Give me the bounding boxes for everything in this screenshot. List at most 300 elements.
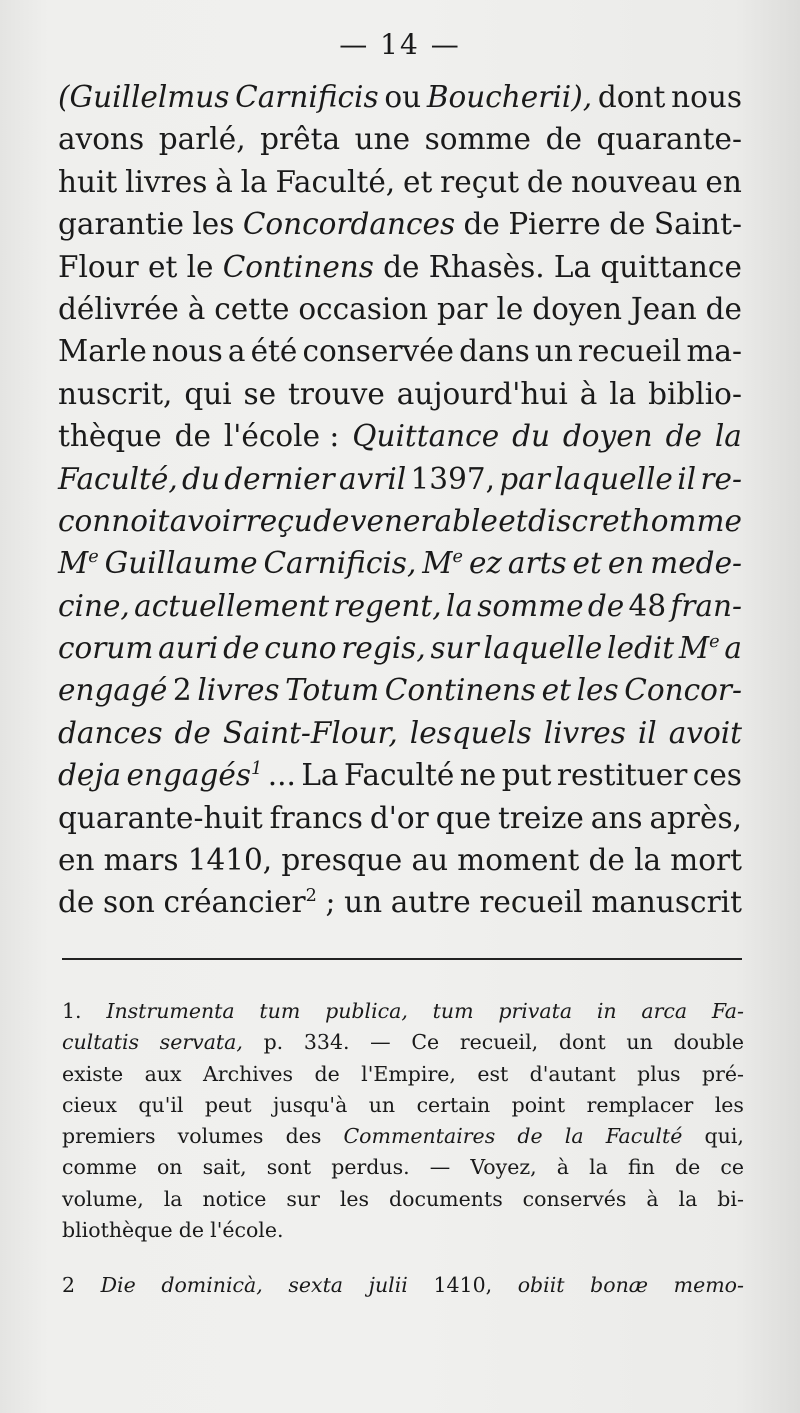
word-text: du [512, 419, 550, 454]
word-text: est [477, 1061, 509, 1086]
word [288, 1270, 343, 1301]
word [600, 246, 742, 288]
word [182, 458, 220, 500]
word-text: dances [58, 715, 163, 750]
word [159, 118, 246, 160]
word-text: auri [158, 631, 219, 666]
word-text: regis, [341, 631, 426, 666]
word [173, 669, 192, 711]
word [546, 118, 582, 160]
word-text: la [609, 376, 637, 411]
word [686, 330, 742, 372]
word-text: que [435, 800, 492, 835]
word [260, 118, 340, 160]
superscript: 2 [305, 886, 317, 907]
word-text: doyen [532, 291, 622, 326]
word-text: ans [590, 800, 643, 835]
word [215, 161, 233, 203]
word-text: de [223, 631, 260, 666]
word-text: actuellement [134, 588, 330, 623]
word [161, 1270, 262, 1301]
word-text: huit [58, 164, 118, 199]
word-text: de [58, 885, 95, 920]
word [706, 288, 742, 330]
word [58, 500, 169, 542]
word [484, 627, 603, 669]
word-text: mort [670, 843, 742, 878]
word-text: cine, [58, 588, 130, 623]
word-text: ledit [607, 631, 675, 666]
text-line [58, 712, 742, 754]
word-text: — [370, 1030, 391, 1055]
word [344, 881, 382, 923]
word [58, 669, 167, 711]
word-text: 1410, [187, 843, 273, 878]
word [589, 1152, 608, 1183]
word-text: la [634, 843, 662, 878]
word [417, 1090, 491, 1121]
word-text: documents [389, 1186, 503, 1211]
word [720, 1152, 744, 1183]
word-text: 334. [303, 1030, 350, 1055]
word [62, 996, 82, 1027]
word [361, 1059, 456, 1090]
word-text: Faculté [605, 1124, 683, 1149]
word [565, 1121, 584, 1152]
word [715, 415, 742, 457]
word [175, 712, 211, 754]
word-text: un [534, 334, 573, 369]
word-text: arca [641, 999, 688, 1023]
word [179, 1215, 204, 1246]
word-text: le [496, 291, 524, 326]
word-text: engagé [58, 673, 168, 708]
text-line [58, 458, 742, 500]
word-text: avoit [668, 715, 742, 750]
word [62, 1090, 117, 1121]
word-text: Die [100, 1273, 136, 1298]
word [427, 76, 592, 118]
word-text: Carnificis [235, 80, 379, 114]
word [670, 585, 742, 627]
word-text: mars [103, 843, 179, 878]
word-text: dominicà, [161, 1273, 263, 1298]
text-line [58, 627, 742, 669]
word-text: a [724, 631, 742, 666]
word [58, 754, 121, 796]
word [596, 118, 741, 160]
word-text: de [705, 291, 742, 326]
word [58, 458, 178, 500]
text-line [58, 585, 742, 627]
word [184, 373, 231, 415]
word-text: reçu [245, 503, 313, 538]
word-text: M [58, 546, 89, 581]
word [554, 246, 591, 288]
word [559, 1027, 606, 1058]
word-text: de [526, 164, 564, 199]
word-text: Fa- [711, 999, 744, 1023]
word-text: in [596, 999, 617, 1023]
word-text: pré- [701, 1061, 744, 1086]
word [410, 712, 532, 754]
word [700, 458, 742, 500]
word-text: l'école : [223, 419, 340, 454]
word-text: nuscrit, [58, 376, 173, 411]
footnote-line [62, 1184, 744, 1215]
word [646, 1184, 658, 1215]
word [411, 839, 448, 881]
word-text: venerable [349, 503, 498, 538]
word-text: prêta [260, 122, 341, 157]
word-text: la [714, 419, 742, 454]
word [712, 996, 744, 1027]
word [498, 797, 584, 839]
word-text: bonæ [590, 1273, 649, 1298]
word [512, 415, 550, 457]
word [62, 1027, 139, 1058]
text-line [58, 330, 742, 372]
word [331, 1152, 409, 1183]
word-text: livres [197, 673, 280, 708]
word-text: premiers [62, 1124, 156, 1149]
word-text: homme [631, 503, 742, 538]
word-text: La [301, 758, 339, 793]
word-text: obiit [517, 1273, 565, 1298]
word-text: et [148, 249, 178, 284]
word-text: et [498, 503, 528, 538]
word-text: moment [457, 843, 580, 878]
word-text: Faculté [343, 758, 455, 793]
word-text: occasion [298, 291, 429, 326]
word-text: ... [267, 758, 296, 793]
word-text: volume, [62, 1186, 144, 1211]
word [715, 1090, 744, 1121]
word [58, 542, 99, 584]
superscript: e [709, 632, 720, 653]
word-text: treize [497, 800, 584, 835]
word [369, 1090, 395, 1121]
text-line [58, 161, 742, 203]
footnote [62, 996, 744, 1246]
word-text: par [499, 461, 550, 496]
footnote-line [62, 1027, 744, 1058]
footnote-line [62, 1121, 744, 1152]
word [411, 1027, 439, 1058]
word [591, 881, 742, 923]
word-text: parlé, [158, 122, 246, 157]
word [340, 1184, 369, 1215]
word-text: Faculté, [58, 461, 178, 496]
word [251, 330, 298, 372]
word-text: le [186, 249, 214, 284]
word-text: regent, [333, 588, 442, 623]
word [187, 246, 214, 288]
word-text: deja [58, 758, 122, 793]
text-line [58, 500, 742, 542]
word-text: julii [368, 1273, 408, 1298]
word-text: servata, [159, 1030, 243, 1055]
word-text: Saint- [653, 207, 742, 242]
word-text: connoit [58, 503, 170, 538]
word [477, 1059, 508, 1090]
word-text: existe [62, 1061, 124, 1086]
word-text: fin [627, 1155, 655, 1180]
word [148, 246, 177, 288]
word-text: recueil [577, 334, 682, 369]
word-text: corum [58, 631, 154, 666]
word [433, 996, 474, 1027]
word [106, 996, 234, 1027]
word-text: laquelle [483, 631, 603, 666]
superscript: e [88, 547, 99, 568]
word [502, 754, 552, 796]
word [352, 415, 499, 457]
word-text: créancier [163, 885, 306, 920]
word-text: d'or [369, 800, 429, 835]
word [270, 797, 363, 839]
word [188, 288, 206, 330]
word-text: memo- [673, 1273, 744, 1298]
word-text: l'Empire, [361, 1061, 456, 1086]
word [532, 288, 622, 330]
word [62, 1152, 137, 1183]
word [301, 754, 338, 796]
word [675, 1152, 700, 1183]
word [512, 1090, 565, 1121]
word-text: cieux [62, 1092, 117, 1117]
word [145, 1059, 182, 1090]
footnote-gap [62, 1246, 744, 1270]
word-text: conservés [522, 1186, 627, 1211]
word-text: de [174, 715, 211, 750]
text-line [58, 542, 742, 584]
word-text: sait, [202, 1155, 247, 1180]
word [609, 203, 645, 245]
word-text: de [609, 207, 646, 242]
word [649, 797, 742, 839]
word [597, 996, 617, 1027]
word [160, 1027, 243, 1058]
word [273, 1090, 347, 1121]
word-text: dont [558, 1030, 606, 1055]
word [58, 373, 172, 415]
word-text: un [626, 1030, 653, 1055]
word [648, 373, 742, 415]
word [517, 1121, 542, 1152]
word-text: nouveau [571, 164, 698, 199]
word [557, 754, 687, 796]
word [58, 161, 117, 203]
word [637, 1059, 680, 1090]
word-text: en [607, 546, 645, 581]
word [259, 996, 300, 1027]
word-text: plus [637, 1061, 681, 1086]
word-text: délivrée [58, 291, 179, 326]
text-line [58, 118, 742, 160]
word [298, 288, 428, 330]
word [275, 161, 395, 203]
word [214, 288, 289, 330]
word [58, 246, 139, 288]
word-text: livres [543, 715, 626, 750]
word-text: dernier [224, 461, 335, 496]
word [527, 161, 563, 203]
word [304, 1027, 350, 1058]
word-text: ; [325, 885, 336, 920]
word [58, 118, 144, 160]
word [629, 585, 667, 627]
word-text: les [192, 207, 235, 242]
word-text: qui, [704, 1124, 744, 1149]
word [164, 1184, 183, 1215]
word-text: perdus. [331, 1155, 410, 1180]
word [677, 458, 696, 500]
word [344, 754, 454, 796]
text-line [58, 839, 742, 881]
word-text: par [436, 291, 488, 326]
superscript: 1 [250, 759, 263, 780]
word-text: après, [649, 800, 742, 835]
word-text: la [678, 1186, 698, 1211]
word-text: restituer [556, 758, 688, 793]
word-text: aux [144, 1061, 182, 1086]
word-text: cultatis [62, 1030, 140, 1055]
word-text: de [674, 1155, 701, 1180]
word [344, 1121, 496, 1152]
word [325, 996, 408, 1027]
word-text: de [178, 1218, 205, 1243]
word-text: la [445, 588, 473, 623]
word-text: les [714, 1092, 744, 1117]
word-text: bliothèque [62, 1218, 173, 1243]
word-text: p. [263, 1030, 284, 1055]
word [138, 1090, 183, 1121]
word [498, 996, 572, 1027]
word-text: quittance [600, 249, 742, 284]
word [339, 458, 406, 500]
word [58, 288, 179, 330]
word [554, 458, 673, 500]
word-text: de [517, 1124, 543, 1149]
word-text: il [637, 715, 657, 750]
word [235, 76, 378, 118]
word-text: Concordances [242, 207, 456, 242]
word [58, 415, 162, 457]
word [673, 1027, 743, 1058]
word [62, 1215, 173, 1246]
word-text: à [215, 164, 233, 199]
word-text: somme [477, 588, 584, 623]
word [457, 839, 579, 881]
word [607, 627, 674, 669]
word [496, 288, 523, 330]
body-text [58, 76, 742, 924]
word-text: aujourd'hui [396, 376, 568, 411]
word [530, 1059, 616, 1090]
word-text: Concor- [624, 673, 742, 708]
word [314, 1059, 339, 1090]
word-text: arts [507, 546, 567, 581]
word [170, 500, 246, 542]
text-line [58, 669, 742, 711]
word-text: la [163, 1186, 183, 1211]
word-text: les [576, 673, 619, 708]
word-text: à [187, 291, 206, 326]
word-text: d'autant [529, 1061, 616, 1086]
word [430, 1152, 451, 1183]
word-text: cette [214, 291, 290, 326]
word-text: de [174, 419, 211, 454]
word-text: sexta [288, 1273, 344, 1298]
word [62, 1121, 156, 1152]
word [666, 415, 702, 457]
word [326, 881, 336, 923]
word-text: laquelle [554, 461, 673, 496]
word [429, 246, 545, 288]
word-text: Archives [202, 1061, 294, 1086]
word [243, 203, 455, 245]
word [286, 1184, 320, 1215]
word [163, 881, 316, 923]
word-text: ce [720, 1155, 744, 1180]
word [624, 669, 742, 711]
word-text: jusqu'à [273, 1092, 348, 1117]
word [544, 712, 626, 754]
word [175, 415, 211, 457]
word [285, 669, 379, 711]
word [58, 881, 94, 923]
word [58, 76, 229, 118]
word-text: double [673, 1030, 744, 1055]
word [58, 627, 153, 669]
word [634, 839, 661, 881]
word-text: de [545, 122, 582, 157]
word [188, 839, 272, 881]
word-text: de [587, 588, 625, 623]
word [608, 542, 644, 584]
word [281, 839, 402, 881]
word [268, 754, 296, 796]
word-text: 2 [62, 1273, 76, 1298]
word [499, 458, 550, 500]
word [223, 246, 374, 288]
text-line [58, 246, 742, 288]
footnote-line [62, 996, 744, 1027]
word-text: ne [459, 758, 497, 793]
word-text: — [429, 1155, 451, 1180]
word [333, 585, 441, 627]
word-text: son [102, 885, 155, 920]
text-line [58, 754, 742, 796]
word-text: doyen [562, 419, 653, 454]
word [104, 839, 179, 881]
word-text: tum [432, 999, 474, 1023]
word-text: certain [416, 1092, 491, 1117]
word-text: Quittance [352, 419, 500, 454]
word-text: Boucherii), [426, 80, 593, 114]
word-text: et [541, 673, 571, 708]
word [702, 1059, 744, 1090]
word [598, 76, 666, 118]
word [588, 585, 624, 627]
word [626, 1027, 652, 1058]
word-text: avons [58, 122, 145, 157]
word [302, 330, 454, 372]
word [542, 669, 571, 711]
word [632, 500, 742, 542]
word-text: une [354, 122, 411, 157]
